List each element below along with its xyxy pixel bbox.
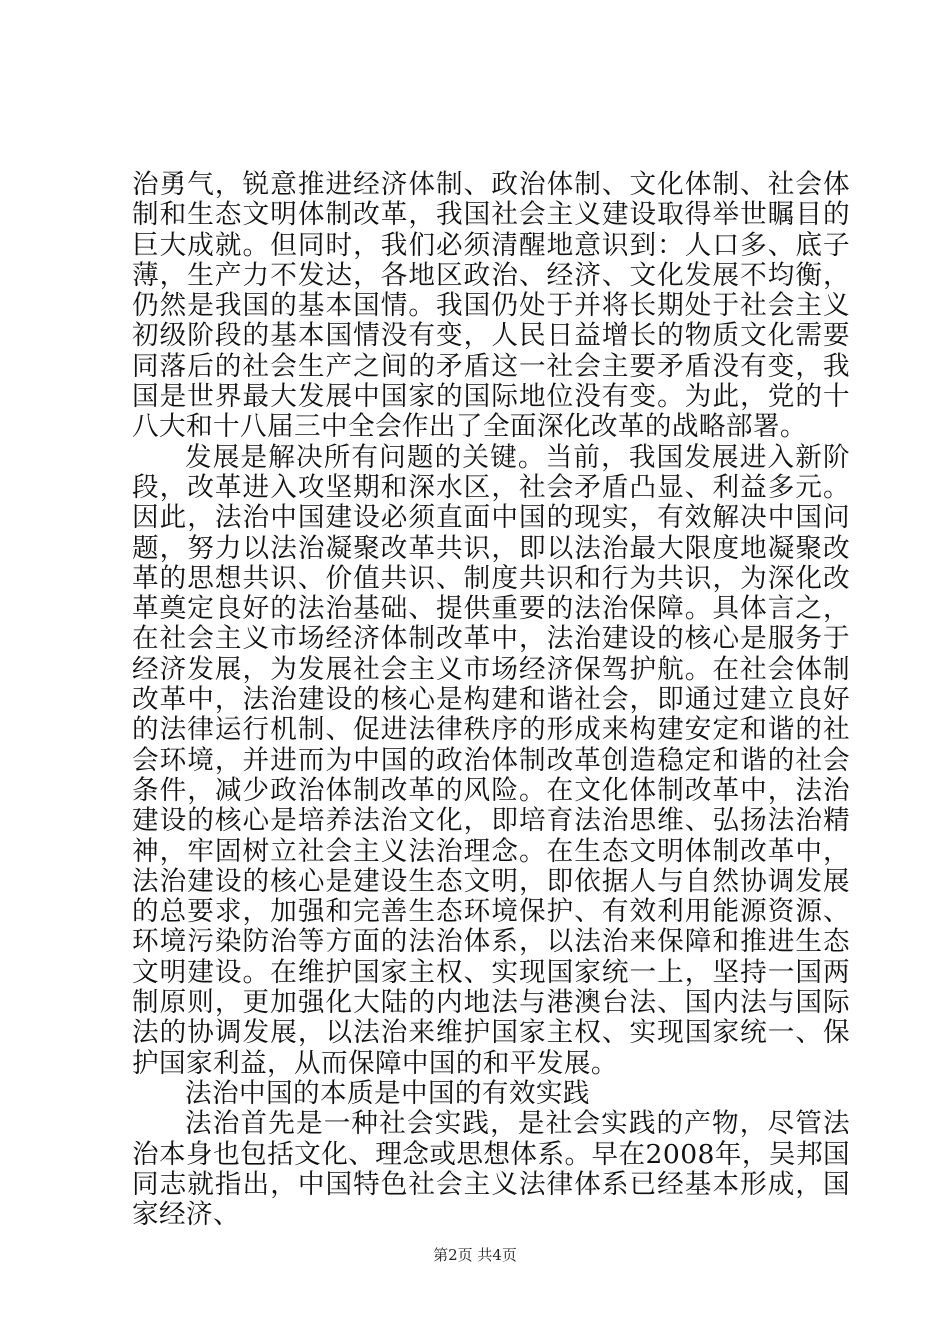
- paragraph-development: 发展是解决所有问题的关键。当前，我国发展进入新阶段，改革进入攻坚期和深水区，社会矛盾凸显、利益多元。因此，法治中国建设必须直面中国的现实，有效解决中国问题，努力以法治凝聚改革共识，即以法治最大限度地凝聚改革的思想共识、价值共识、制度共识和行为共识，为深化改革奠定良好的法治基础、提供重要的法治保障。具体言之，在社会主义市场经济体制改革中，法治建设的核心是服务于经济发展，为发展社会主义市场经济保驾护航。在社会体制改革中，法治建设的核心是构建和谐社会，即通过建立良好的法律运行机制、促进法律秩序的形成来构建安定和谐的社会环境，并进而为中国的政治体制改革创造稳定和谐的社会条件，减少政治体制改革的风险。在文化体制改革中，法治建设的核心是培养法治文化，即培育法治思维、弘扬法治精神，牢固树立社会主义法治理念。在生态文明体制改革中，法治建设的核心是建设生态文明，即依据人与自然协调发展的总要求，加强和完善生态环境保护、有效利用能源资源、环境污染防治等方面的法治体系，以法治来保障和推进生态文明建设。在维护国家主权、实现国家统一上，坚持一国两制原则，更加强化大陆的内地法与港澳台法、国内法与国际法的协调发展，以法治来维护国家主权、实现国家统一、保护国家利益，从而保障中国的和平发展。: [132, 441, 850, 1079]
- page-footer: [0, 1244, 950, 1265]
- paragraph-rule-of-law-practice: 法治首先是一种社会实践，是社会实践的产物，尽管法治本身也包括文化、理念或思想体系。早在2008年，吴邦国同志就指出，中国特色社会主义法律体系已经基本形成，国家经济、: [132, 1108, 850, 1231]
- section-heading: 法治中国的本质是中国的有效实践: [185, 1077, 590, 1109]
- page-number-label: 第2页 共4页: [433, 1246, 517, 1264]
- document-body: [132, 170, 850, 1230]
- paragraph-continuation: 治勇气，锐意推进经济体制、政治体制、文化体制、社会体制和生态文明体制改革，我国社会主义建设取得举世瞩目的巨大成就。但同时，我们必须清醒地意识到：人口多、底子薄，生产力不发达，各地区政治、经济、文化发展不均衡，仍然是我国的基本国情。我国仍处于并将长期处于社会主义初级阶段的基本国情没有变，人民日益增长的物质文化需要同落后的社会生产之间的矛盾这一社会主要矛盾没有变，我国是世界最大发展中国家的国际地位没有变。为此，党的十八大和十八届三中全会作出了全面深化改革的战略部署。: [132, 169, 850, 443]
